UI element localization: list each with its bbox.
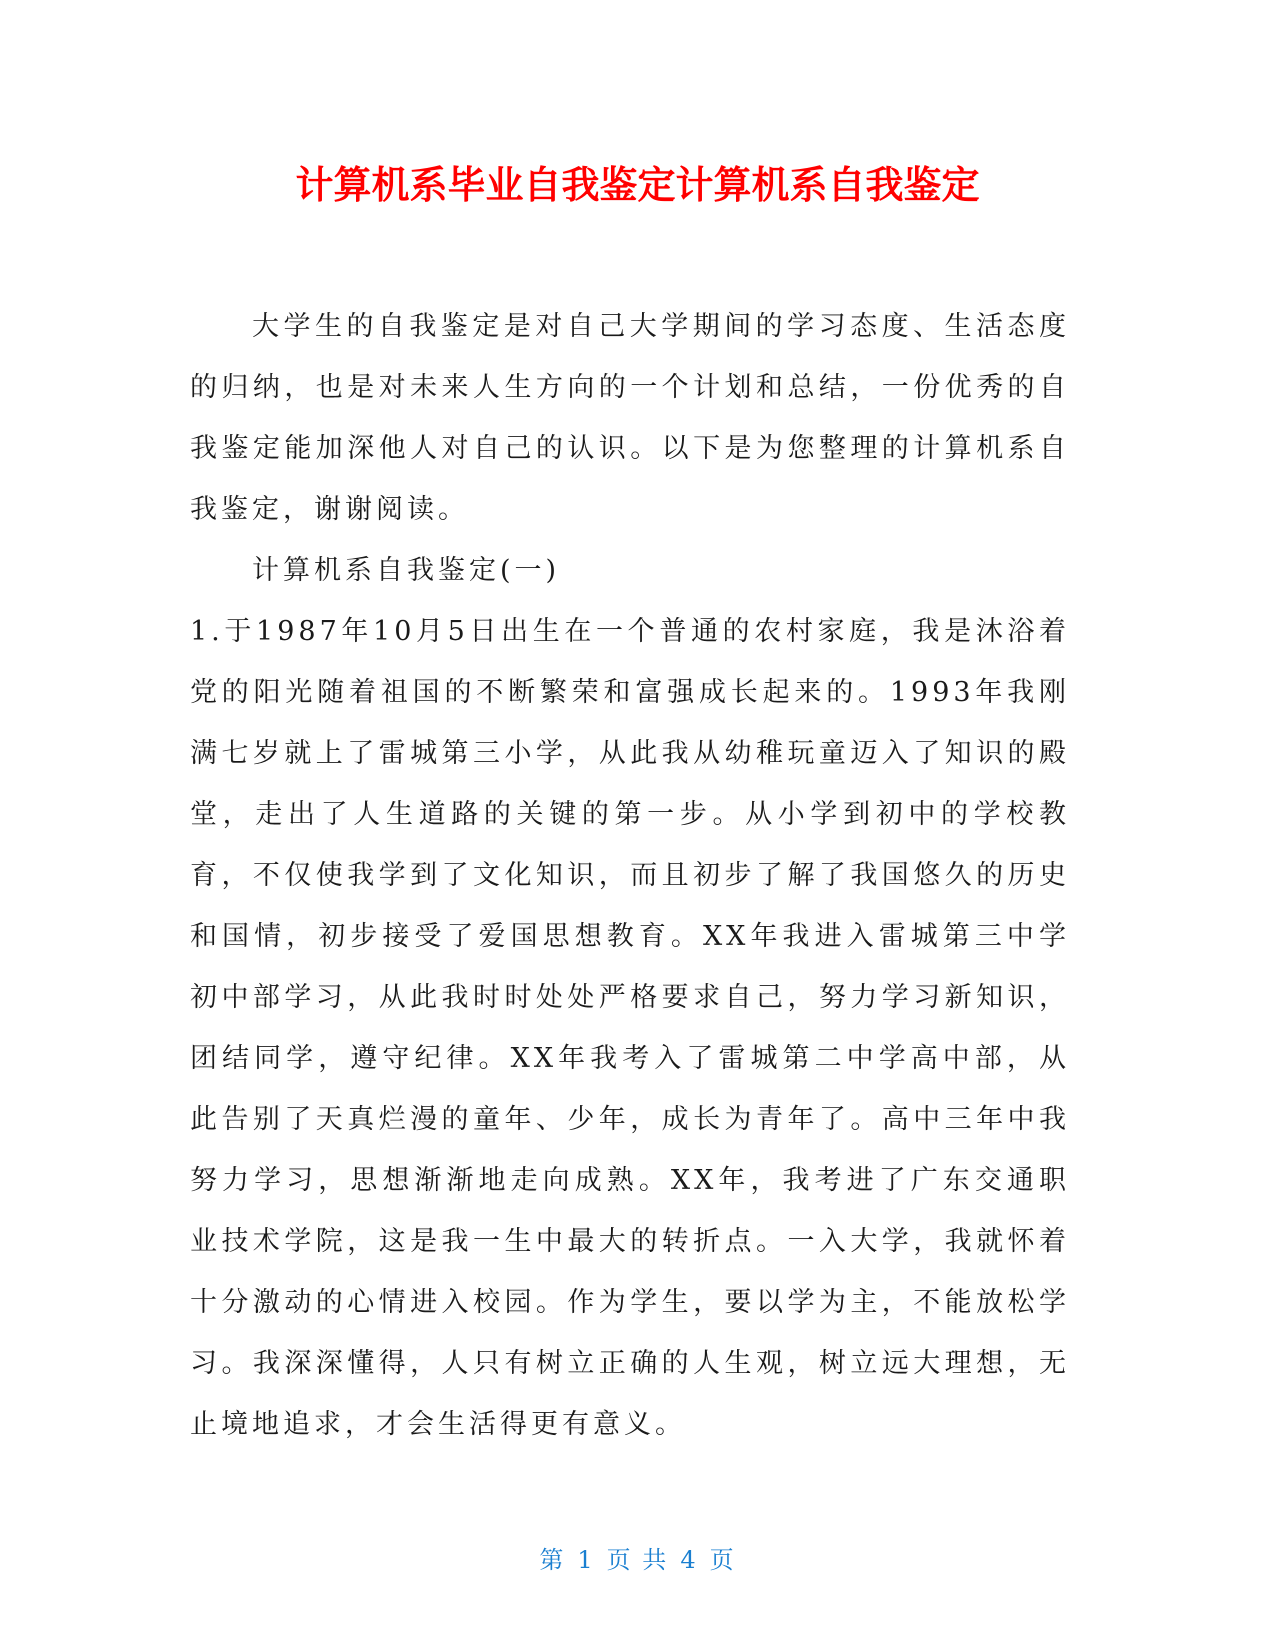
document-body bbox=[190, 296, 1070, 1455]
footer-middle: 页 共 bbox=[606, 1546, 669, 1574]
page-number-footer bbox=[0, 1545, 1275, 1575]
current-page-number: 1 bbox=[577, 1546, 595, 1574]
total-pages-number: 4 bbox=[680, 1546, 698, 1574]
section-paragraph: 1.于1987年10月5日出生在一个普通的农村家庭，我是沐浴着党的阳光随着祖国的不断繁荣和富强成长起来的。1993年我刚满七岁就上了雷城第三小学，从此我从幼稚玩童迈入了知识的殿堂，走出了人生道路的关键的第一步。从小学到初中的学校教育，不仅使我学到了文化知识，而且初步了解了我国悠久的历史和国情，初步接受了爱国思想教育。XX年我进入雷城第三中学初中部学习，从此我时时处处严格要求自己，努力学习新知识，团结同学，遵守纪律。XX年我考入了雷城第二中学高中部，从此告别了天真烂漫的童年、少年，成长为青年了。高中三年中我努力学习，思想渐渐地走向成熟。XX年，我考进了广东交通职业技术学院，这是我一生中最大的转折点。一入大学，我就怀着十分激动的心情进入校园。作为学生，要以学为主，不能放松学习。我深深懂得，人只有树立正确的人生观，树立远大理想，无止境地追求，才会生活得更有意义。 bbox=[190, 616, 1070, 1440]
document-title: 计算机系毕业自我鉴定计算机系自我鉴定 bbox=[295, 163, 980, 207]
intro-paragraph: 大学生的自我鉴定是对自己大学期间的学习态度、生活态度的归纳，也是对未来人生方向的一个计划和总结，一份优秀的自我鉴定能加深他人对自己的认识。以下是为您整理的计算机系自我鉴定，谢谢阅读。 bbox=[190, 311, 1070, 525]
section-heading: 计算机系自我鉴定(一) bbox=[252, 555, 561, 586]
footer-prefix: 第 bbox=[539, 1546, 566, 1574]
footer-suffix: 页 bbox=[709, 1546, 736, 1574]
